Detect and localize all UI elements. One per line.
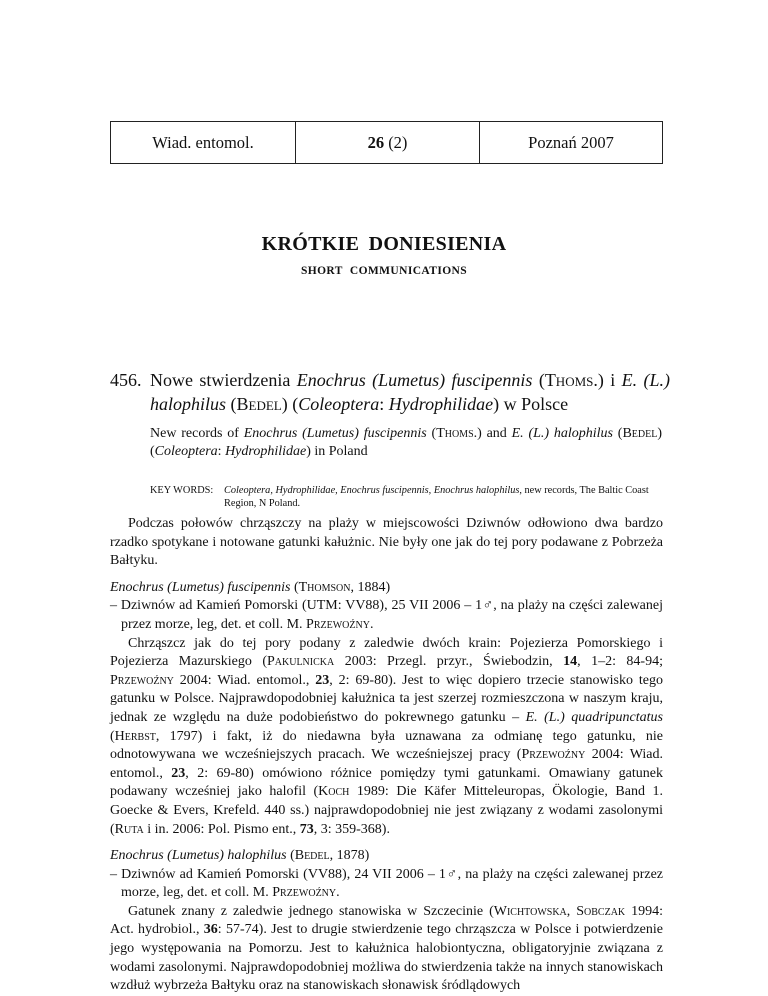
article-title-en: New records of Enochrus (Lumetus) fuscipennis (Thoms.) and E. (L.) halophilus (Bedel) (Coleoptera: Hydrophilidae) in Poland: [150, 426, 663, 459]
article-number: 456.: [110, 370, 142, 390]
issue-number: (2): [388, 132, 408, 152]
volume-issue: [296, 122, 480, 163]
section-subtitle: SHORT COMMUNICATIONS: [300, 265, 468, 277]
species-paragraph-2: Gatunek znany z zaledwie jednego stanowiska w Szczecinie (Wichtowska, Sobczak 1994: Act. hydrobiol., 36: 57-74). Jest to drugie stwierdzenie tego chrząszcza w Polsce i potwierdzenie jego występowania na Pomorzu. Jest to kałużnica halobiontyczna, obligatoryjnie związana z wodami zasolonymi. Najprawdopodobniej możliwa do stwierdzenia także na innych stanowiskach wzdłuż wybrzeża Bałtyku oraz na stanowiskach słonawisk śródlądowych: [110, 903, 664, 994]
journal-name: Wiad. entomol.: [111, 122, 296, 163]
article-body: [110, 515, 663, 996]
article-title-pl: 456. Nowe stwierdzenia Enochrus (Lumetus) fuscipennis (Thoms.) i E. (L.) halophilus (Bedel) (Coleoptera: Hydrophilidae) w Polsce: [110, 370, 670, 414]
section-title: KRÓTKIE DONIESIENIA: [261, 233, 507, 255]
keywords: KEY WORDS: Coleoptera, Hydrophilidae, Enochrus fuscipennis, Enochrus halophilus, new records, The Baltic Coast Region, N Poland.: [150, 485, 649, 509]
volume-number: 26: [367, 132, 385, 152]
species-heading-2: Enochrus (Lumetus) halophilus (Bedel, 1878): [110, 848, 370, 864]
journal-header: [110, 121, 663, 164]
species-heading-1: Enochrus (Lumetus) fuscipennis (Thomson, 1884): [110, 579, 391, 595]
intro-paragraph: Podczas połowów chrząszczy na plaży w miejscowości Dziwnów odłowiono dwa bardzo rzadko spotykane i notowane gatunki kałużnic. Nie były one jak do tej pory podawane z Pobrzeża Bałtyku.: [110, 516, 663, 569]
species-record-2: – Dziwnów ad Kamień Pomorski (VV88), 24 VII 2006 – 1♂, na plaży na części zalewanej przez morze, leg, det. et coll. M. Przewoźny.: [110, 866, 663, 901]
keywords-label: KEY WORDS:: [150, 485, 214, 496]
species-record-1: – Dziwnów ad Kamień Pomorski (UTM: VV88), 25 VII 2006 – 1♂, na plaży na części zalewanej przez morze, leg, det. et coll. M. Przewoźny.: [110, 598, 663, 632]
place-year: Poznań 2007: [528, 132, 614, 152]
species-paragraph-1: Chrząszcz jak do tej pory podany z zaledwie dwóch krain: Pojezierza Pomorskiego i Pojezierza Mazurskiego (Pakulnicka 2003: Przegl. przyr., Świebodzin, 14, 1–2: 84-94; Przewoźny 2004: Wiad. entomol., 23, 2: 69-80). Jest to więc dopiero trzecie stanowisko tego gatunku w Polsce. Najprawdopodobniej kałużnica ta jest szerzej rozmieszczona w naszym kraju, jednak ze względu na duże podobieństwo do pokrewnego gatunku – E. (L.) quadripunctatus (Herbst, 1797) i fakt, iż do niedawna była uznawana za odmianę tego gatunku, nie odnotowywana we wcześniejszych pracach. We wcześniejszej pracy (Przewoźny 2004: Wiad. entomol., 23, 2: 69-80) omówiono różnice pomiędzy tymi gatunkami. Omawiany gatunek podawany wcześniej jako halofil (Koch 1989: Die Käfer Mitteleuropas, Ökologie, Band 1. Goecke & Evers, Krefeld. 440 ss.) najprawdopodobniej nie jest związany z wodami zasolonymi (Ruta i in. 2006: Pol. Pismo ent., 73, 3: 359-368).: [110, 635, 663, 837]
